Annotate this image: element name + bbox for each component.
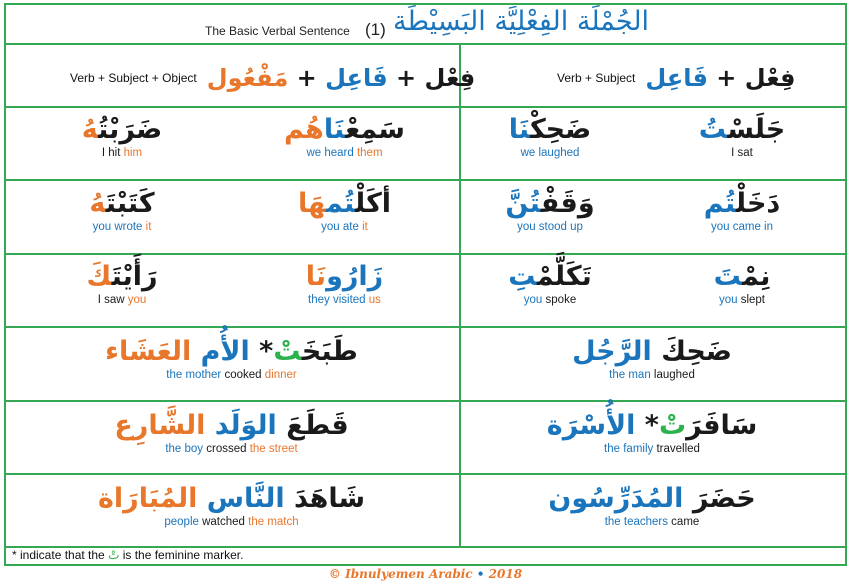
header-formula: فِعْل + فَاعِل — [645, 64, 796, 92]
example-cell — [632, 114, 851, 160]
divider — [6, 473, 845, 475]
english-translation: I sat — [731, 147, 753, 159]
arabic-sentence: سَمِعْنَاهُم — [284, 114, 405, 145]
english-translation: you stood up — [517, 221, 583, 233]
example-cell — [232, 114, 457, 160]
english-translation: the family travelled — [604, 443, 700, 455]
sentence-cell — [459, 336, 845, 382]
arabic-sentence: حَضَرَ المُدَرِّسُون — [548, 483, 756, 514]
arabic-sentence: أكَلْتُمهَا — [297, 188, 392, 219]
arabic-sentence: ضَرَبْتُهُ — [81, 114, 163, 145]
header-formula: فِعْل + فَاعِل + مَفْعُول — [206, 64, 476, 92]
arabic-sentence: نِمْتَ — [713, 261, 771, 292]
header-label: Verb + Subject + Object — [70, 71, 197, 85]
english-translation: the teachers came — [604, 516, 700, 528]
example-cell — [440, 188, 660, 234]
arabic-sentence: ضَحِكْنَا — [508, 114, 592, 145]
english-translation: you ate it — [321, 221, 368, 233]
sentence-cell — [6, 410, 457, 456]
header-label: Verb + Subject — [557, 71, 636, 85]
arabic-sentence: قَطَعَ الوَلَد الشَّارِع — [114, 410, 349, 441]
english-translation: you came in — [710, 221, 773, 233]
english-translation: you spoke — [523, 294, 577, 306]
arabic-sentence: رَأَيْتَكَ — [86, 261, 158, 292]
english-translation: you wrote it — [92, 221, 152, 233]
header-left — [70, 62, 475, 94]
arabic-sentence: تَكَلَّمْتِ — [508, 261, 592, 292]
title-arabic: الجُمْلَة الفِعْلِيَّة البَسِيْطَة — [393, 6, 650, 37]
divider — [6, 400, 845, 402]
example-cell — [232, 261, 457, 307]
sentence-cell — [6, 336, 457, 382]
divider — [6, 43, 845, 45]
divider — [6, 253, 845, 255]
arabic-sentence: شَاهَدَ النَّاس المُبَارَاة — [97, 483, 366, 514]
arabic-sentence: كَتَبْتَهُ — [89, 188, 155, 219]
title-english: The Basic Verbal Sentence — [205, 24, 350, 38]
arabic-sentence: دَخَلْتُم — [703, 188, 781, 219]
example-cell — [632, 261, 851, 307]
arabic-sentence: وَقَفْتُنَّ — [505, 188, 595, 219]
example-cell — [440, 114, 660, 160]
divider — [6, 179, 845, 181]
arabic-sentence: سَافَرَتْ* الأُسْرَة — [546, 410, 758, 441]
divider — [6, 106, 845, 108]
sentence-cell — [6, 483, 457, 529]
english-translation: we laughed — [520, 147, 580, 159]
arabic-sentence: زَارُونَا — [305, 261, 384, 292]
footnote: * indicate that the تْ is the feminine marker. — [12, 548, 244, 562]
example-cell — [632, 188, 851, 234]
english-translation: I hit him — [101, 147, 143, 159]
header-right — [557, 62, 795, 94]
title-number: (1) — [365, 20, 386, 39]
english-translation: people watched the match — [164, 516, 299, 528]
english-translation: they visited us — [308, 294, 381, 306]
sentence-cell — [459, 410, 845, 456]
english-translation: the boy crossed the street — [165, 443, 298, 455]
english-translation: the mother cooked dinner — [166, 369, 297, 381]
english-translation: we heard them — [306, 147, 383, 159]
footer-credit: © Ibnulyemen Arabic • 2018 — [328, 567, 523, 581]
english-translation: I saw you — [97, 294, 147, 306]
example-cell — [12, 261, 232, 307]
arabic-sentence: طَبَخَتْ* الأُم العَشَاء — [105, 336, 358, 367]
example-cell — [12, 114, 232, 160]
sentence-cell — [459, 483, 845, 529]
example-cell — [12, 188, 232, 234]
english-translation: the man laughed — [609, 369, 695, 381]
arabic-sentence: ضَحِكَ الرَّجُل — [572, 336, 732, 367]
arabic-sentence: جَلَسْتُ — [698, 114, 786, 145]
example-cell — [440, 261, 660, 307]
divider — [6, 326, 845, 328]
english-translation: you slept — [718, 294, 766, 306]
example-cell — [232, 188, 457, 234]
